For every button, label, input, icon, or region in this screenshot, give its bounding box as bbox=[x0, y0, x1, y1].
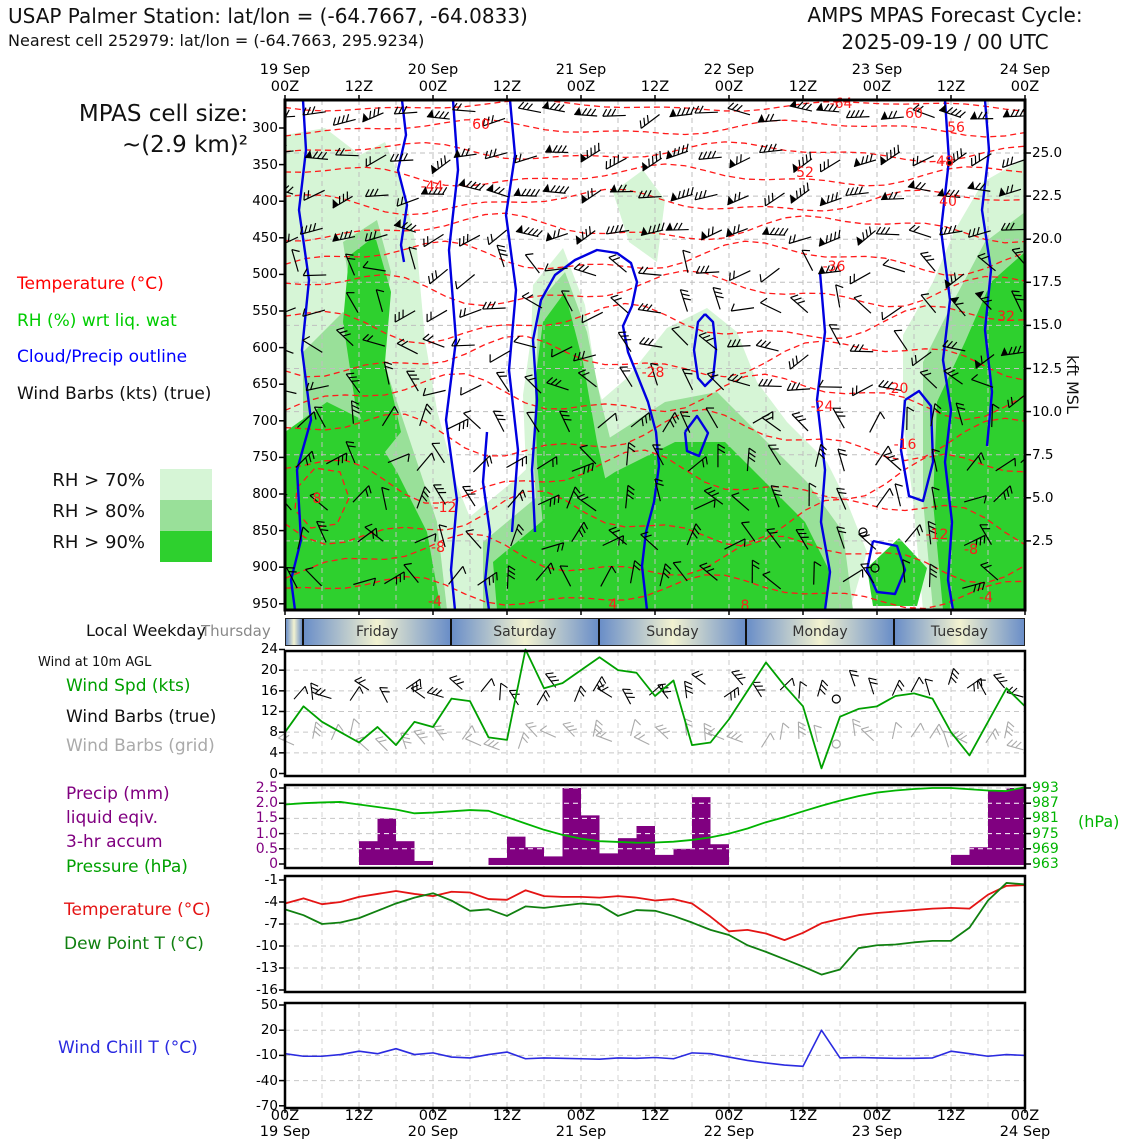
wind-barbs-true-label: Wind Barbs (true) bbox=[66, 707, 217, 727]
weekday-segment-thursday bbox=[286, 619, 304, 645]
cell-size-label-2: ~(2.9 km)² bbox=[121, 132, 248, 158]
temperature-dewpoint-panel bbox=[285, 876, 1025, 992]
wind-ytick-label: 24 bbox=[260, 641, 278, 658]
rh70-label: RH > 70% bbox=[52, 470, 145, 491]
hpa-unit-label: (hPa) bbox=[1078, 812, 1120, 831]
weekday-segment-tuesday: Tuesday bbox=[895, 619, 1024, 645]
dewpoint-label: Dew Point T (°C) bbox=[64, 934, 204, 954]
bottom-axis-day-label: 20 Sep bbox=[407, 1124, 459, 1140]
kft-tick-label: 20.0 bbox=[1032, 231, 1063, 248]
hpa-tick-label: 350 bbox=[252, 156, 278, 173]
hpa-tick-label: 650 bbox=[252, 376, 278, 393]
local-weekday-bar bbox=[285, 618, 1025, 646]
rh80-label: RH > 80% bbox=[52, 501, 145, 522]
bottom-axis-hour-label: 12Z bbox=[936, 1108, 966, 1124]
precip-ytick-label: 2.0 bbox=[255, 795, 278, 812]
pressure-ytick-label: 993 bbox=[1032, 780, 1059, 796]
pressure-ytick-label: 987 bbox=[1032, 795, 1059, 812]
contour-label: -44 bbox=[420, 179, 444, 195]
precip-ytick-label: 0.5 bbox=[255, 840, 278, 857]
contour-label: -24 bbox=[810, 399, 834, 415]
precip-label-3: 3-hr accum bbox=[66, 832, 163, 852]
cross-section-panel bbox=[285, 96, 1025, 614]
rh70-swatch bbox=[160, 469, 212, 500]
wind-ytick-label: 0 bbox=[269, 765, 278, 782]
contour-label: -4 bbox=[979, 590, 993, 606]
contour-label: -4 bbox=[428, 594, 442, 610]
bottom-axis-hour-label: 12Z bbox=[640, 1108, 670, 1124]
weekday-segment-monday: Monday bbox=[747, 619, 895, 645]
rh80-swatch bbox=[160, 500, 212, 531]
wind-ytick-label: 16 bbox=[260, 682, 278, 699]
top-axis-day-label: 24 Sep bbox=[999, 62, 1051, 78]
contour-label: 60 bbox=[905, 106, 923, 122]
legend-cloud-outline: Cloud/Precip outline bbox=[17, 347, 188, 367]
wind-ytick-label: 20 bbox=[260, 662, 278, 679]
legend-rh: RH (%) wrt liq. wat bbox=[17, 311, 177, 331]
contour-label: -20 bbox=[885, 381, 909, 397]
weekday-thursday-overflow: Thursday bbox=[201, 622, 271, 640]
kft-tick-label: 15.0 bbox=[1032, 317, 1063, 334]
temp-ytick-label: -4 bbox=[264, 893, 278, 910]
bottom-axis-hour-label: 00Z bbox=[1010, 1108, 1040, 1124]
hpa-tick-label: 300 bbox=[252, 120, 278, 136]
top-axis-hour-label: 12Z bbox=[492, 79, 522, 95]
precip-ytick-label: 2.5 bbox=[255, 780, 278, 796]
precip-bars bbox=[359, 788, 1025, 865]
kft-msl-axis-label: kft MSL bbox=[1063, 355, 1082, 414]
contour-label: 32 bbox=[997, 309, 1015, 325]
contour-label: 52 bbox=[796, 165, 814, 181]
wind-ytick-label: 12 bbox=[260, 703, 278, 720]
chill-ytick-label: -10 bbox=[255, 1047, 278, 1064]
contour-label: -16 bbox=[893, 437, 917, 453]
top-axis-hour-label: 00Z bbox=[566, 79, 596, 95]
contour-label: 48 bbox=[936, 154, 954, 170]
contour-label: 40 bbox=[939, 194, 957, 210]
hpa-tick-label: 450 bbox=[252, 229, 278, 246]
chill-ytick-label: 20 bbox=[260, 1022, 278, 1039]
hpa-tick-label: 950 bbox=[252, 595, 278, 612]
top-axis-day-label: 23 Sep bbox=[851, 62, 903, 78]
contour-label: -64 bbox=[829, 96, 853, 112]
hpa-tick-label: 800 bbox=[252, 486, 278, 502]
bottom-axis-hour-label: 00Z bbox=[862, 1108, 892, 1124]
bottom-axis-hour-label: 00Z bbox=[566, 1108, 596, 1124]
top-axis-hour-label: 00Z bbox=[862, 79, 892, 95]
wind-barbs-grid-label: Wind Barbs (grid) bbox=[66, 736, 215, 756]
precip-ytick-label: 1.5 bbox=[255, 810, 278, 827]
temp-ytick-label: -7 bbox=[264, 915, 278, 932]
kft-tick-label: 7.5 bbox=[1032, 446, 1054, 463]
precip-label-1: Precip (mm) bbox=[66, 784, 170, 804]
legend-temperature: Temperature (°C) bbox=[17, 274, 164, 294]
kft-tick-label: 25.0 bbox=[1032, 145, 1063, 161]
bottom-axis-hour-label: 00Z bbox=[714, 1108, 744, 1124]
hpa-tick-label: 700 bbox=[252, 412, 278, 429]
contour-label: 60 bbox=[472, 117, 490, 133]
wind-ytick-label: 8 bbox=[269, 724, 278, 741]
contour-label: 4 bbox=[608, 597, 618, 613]
contour-label: 8 bbox=[740, 598, 750, 614]
pressure-ytick-label: 975 bbox=[1032, 825, 1059, 842]
contour-label: 8 bbox=[312, 491, 322, 507]
chill-ytick-label: -70 bbox=[255, 1097, 278, 1114]
contour-label: -36 bbox=[822, 259, 846, 275]
temp-ytick-label: -1 bbox=[264, 872, 278, 888]
contour-label: 56 bbox=[947, 120, 965, 136]
chill-ytick-label: 50 bbox=[260, 997, 278, 1013]
forecast-cycle-title: AMPS MPAS Forecast Cycle: bbox=[807, 3, 1083, 27]
hpa-tick-label: 750 bbox=[252, 449, 278, 466]
rh90-label: RH > 90% bbox=[52, 532, 145, 553]
weekday-segment-friday: Friday bbox=[304, 619, 452, 645]
chill-ytick-label: -40 bbox=[255, 1072, 278, 1089]
kft-tick-label: 10.0 bbox=[1032, 403, 1063, 420]
contour-label: -28 bbox=[641, 365, 665, 381]
temp-ytick-label: -13 bbox=[255, 959, 278, 976]
wind-ytick-label: 4 bbox=[269, 744, 278, 761]
contour-label: -12 bbox=[433, 500, 457, 516]
top-axis-hour-label: 12Z bbox=[640, 79, 670, 95]
bottom-axis-day-label: 22 Sep bbox=[703, 1124, 755, 1140]
precip-ytick-label: 0 bbox=[269, 856, 278, 872]
forecast-cycle-datetime: 2025-09-19 / 00 UTC bbox=[841, 30, 1049, 54]
precip-label-2: liquid eqiv. bbox=[66, 808, 159, 828]
top-axis-hour-label: 00Z bbox=[418, 79, 448, 95]
rh90-swatch bbox=[160, 531, 212, 562]
pressure-ytick-label: 963 bbox=[1032, 855, 1059, 872]
legend-wind-barbs: Wind Barbs (kts) (true) bbox=[17, 384, 212, 404]
kft-tick-label: 22.5 bbox=[1032, 188, 1063, 205]
temp-ytick-label: -10 bbox=[255, 937, 278, 954]
wind-10m-panel bbox=[285, 651, 1025, 776]
bottom-axis-hour-label: 00Z bbox=[270, 1108, 300, 1124]
top-axis-hour-label: 12Z bbox=[344, 79, 374, 95]
precip-ytick-label: 1.0 bbox=[255, 825, 278, 842]
wind-spd-label: Wind Spd (kts) bbox=[66, 676, 191, 696]
station-title: USAP Palmer Station: lat/lon = (-64.7667, -64.0833) bbox=[8, 4, 528, 28]
hpa-tick-label: 400 bbox=[252, 193, 278, 210]
weekday-segment-saturday: Saturday bbox=[452, 619, 600, 645]
hpa-tick-label: 850 bbox=[252, 522, 278, 539]
top-axis-day-label: 20 Sep bbox=[407, 62, 459, 78]
kft-tick-label: 12.5 bbox=[1032, 360, 1063, 377]
precip-pressure-panel bbox=[285, 785, 1025, 868]
station-subtitle: Nearest cell 252979: lat/lon = (-64.7663, 295.9234) bbox=[8, 31, 425, 50]
hpa-tick-label: 550 bbox=[252, 303, 278, 319]
bottom-axis-hour-label: 00Z bbox=[418, 1108, 448, 1124]
bottom-axis-hour-label: 12Z bbox=[492, 1108, 522, 1124]
kft-tick-label: 2.5 bbox=[1032, 532, 1054, 549]
pressure-ytick-label: 981 bbox=[1032, 810, 1059, 827]
top-axis-hour-label: 00Z bbox=[1010, 79, 1040, 95]
wind-chill-label: Wind Chill T (°C) bbox=[58, 1038, 198, 1058]
contour-label: -8 bbox=[431, 540, 445, 556]
top-axis-day-label: 19 Sep bbox=[259, 62, 311, 78]
top-axis-hour-label: 12Z bbox=[936, 79, 966, 95]
kft-tick-label: 17.5 bbox=[1032, 274, 1063, 291]
bottom-axis-hour-label: 12Z bbox=[788, 1108, 818, 1124]
cell-size-label-1: MPAS cell size: bbox=[78, 101, 248, 127]
contour-label: -8 bbox=[964, 542, 978, 558]
surface-barbs-grid bbox=[279, 719, 1024, 751]
hpa-tick-label: 500 bbox=[252, 266, 278, 283]
temperature-label: Temperature (°C) bbox=[64, 900, 211, 920]
bottom-axis-day-label: 23 Sep bbox=[851, 1124, 903, 1140]
weekday-segment-sunday: Sunday bbox=[600, 619, 748, 645]
top-axis-day-label: 21 Sep bbox=[555, 62, 607, 78]
kft-tick-label: 5.0 bbox=[1032, 489, 1054, 506]
wind-chill-panel bbox=[285, 1003, 1025, 1108]
temp-ytick-label: -16 bbox=[255, 981, 278, 998]
local-weekday-label: Local Weekday bbox=[86, 621, 206, 640]
bottom-axis-day-label: 24 Sep bbox=[999, 1124, 1051, 1140]
top-axis-hour-label: 00Z bbox=[714, 79, 744, 95]
pressure-ytick-label: 969 bbox=[1032, 840, 1059, 857]
rh-region-light bbox=[613, 170, 665, 262]
bottom-axis-hour-label: 12Z bbox=[344, 1108, 374, 1124]
top-axis-day-label: 22 Sep bbox=[703, 62, 755, 78]
top-axis-hour-label: 00Z bbox=[270, 79, 300, 95]
bottom-axis-day-label: 21 Sep bbox=[555, 1124, 607, 1140]
wind-panel-title: Wind at 10m AGL bbox=[38, 655, 152, 670]
pressure-label: Pressure (hPa) bbox=[66, 857, 188, 877]
top-axis-hour-label: 12Z bbox=[788, 79, 818, 95]
hpa-tick-label: 900 bbox=[252, 559, 278, 576]
contour-label: -12 bbox=[925, 527, 949, 543]
bottom-axis-day-label: 19 Sep bbox=[259, 1124, 311, 1140]
hpa-tick-label: 600 bbox=[252, 339, 278, 356]
